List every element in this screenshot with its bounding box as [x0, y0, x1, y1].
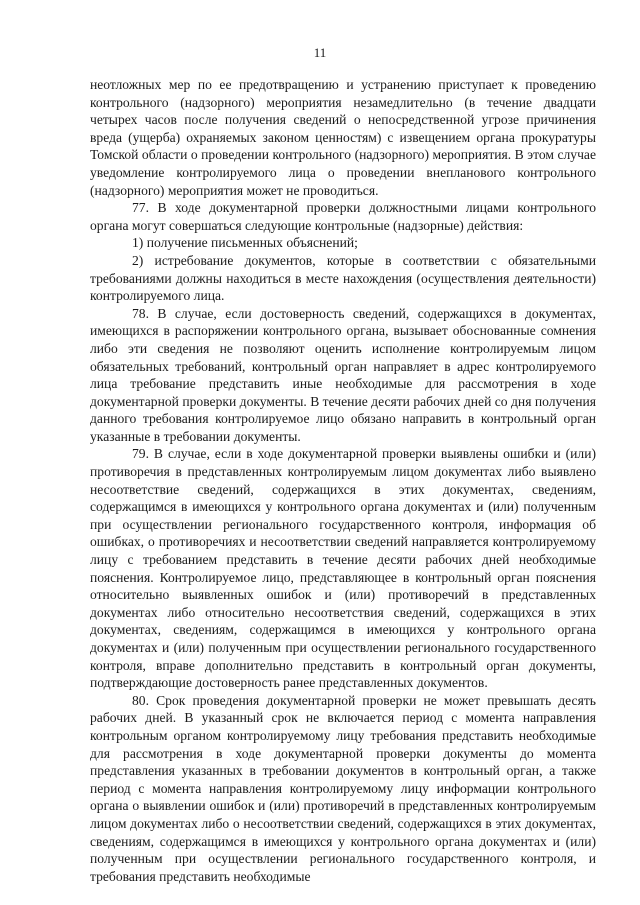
paragraph-80: 80. Срок проведения документарной проверки не может превышать десять рабочих дней. В указанный срок не включается период с момента направления контрольным органом контролируемому лицу требования представить необходимые для рассмотрения в ходе документарной проверки документы до момента представления указанных в требовании документов в контрольный орган, а также период с момента направления контролируемому лицу информации контрольного органа о выявлении ошибок и (или) противоречий в представленных контролируемым лицом документах либо о несоответствии сведений, содержащихся в этих документах, сведениям, содержащимся в имеющихся у контрольного органа документах и (или) полученным при осуществлении регионального государственного контроля, и требования представить необходимые — [90, 692, 596, 884]
paragraph-78: 78. В случае, если достоверность сведений, содержащихся в документах, имеющихся в распоряжении контрольного органа, вызывает обоснованные сомнения либо эти сведения не позволяют оценить исполнение контролируемым лицом обязательных требований, контрольный орган направляет в адрес контролируемого лица требование представить иные необходимые для рассмотрения в ходе документарной проверки документы. В течение десяти рабочих дней со дня получения данного требования контролируемое лицо обязано направить в контрольный орган указанные в требовании документы. — [90, 305, 596, 444]
paragraph-77: 77. В ходе документарной проверки должностными лицами контрольного органа могут совершаться следующие контрольные (надзорные) действия: — [90, 200, 596, 233]
list-item-1: 1) получение письменных объяснений; — [132, 235, 358, 251]
paragraph-79: 79. В случае, если в ходе документарной проверки выявлены ошибки и (или) противоречия в представленных контролируемым лицом документах либо выявлено несоответствие сведений, содержащихся в этих документах, сведениям, содержащимся в имеющихся у контрольного органа документах и (или) полученным при осуществлении регионального государственного контроля, информация об ошибках, о противоречиях и несоответствии сведений направляется контролируемому лицу с требованием представить в течение десяти рабочих дней необходимые пояснения. Контролируемое лицо, представляющее в контрольный орган пояснения относительно выявленных ошибок и (или) противоречий в представленных документах либо относительно несоответствия сведений, содержащихся в этих документах, сведениям, содержащимся в имеющихся у контрольного органа документах и (или) полученным при осуществлении регионального государственного контроля, вправе дополнительно представить в контрольный орган документы, подтверждающие достоверность ранее представленных документов. — [90, 446, 596, 691]
paragraph-continuation: неотложных мер по ее предотвращению и устранению приступает к проведению контрольного (надзорного) мероприятия незамедлительно (в течение двадцати четырех часов после получения сведений о непосредственной угрозе причинения вреда (ущерба) охраняемых законом ценностям) с извещением органа прокуратуры Томской области о проведении контрольного (надзорного) мероприятия. В этом случае уведомление контролируемого лица о проведении внепланового контрольного (надзорного) мероприятия может не проводиться. — [90, 77, 596, 198]
list-item-2: 2) истребование документов, которые в соответствии с обязательными требованиями должны находиться в месте нахождения (осуществления деятельности) контролируемого лица. — [90, 252, 596, 304]
page-number: 11 — [313, 45, 327, 60]
document-body — [90, 76, 596, 885]
